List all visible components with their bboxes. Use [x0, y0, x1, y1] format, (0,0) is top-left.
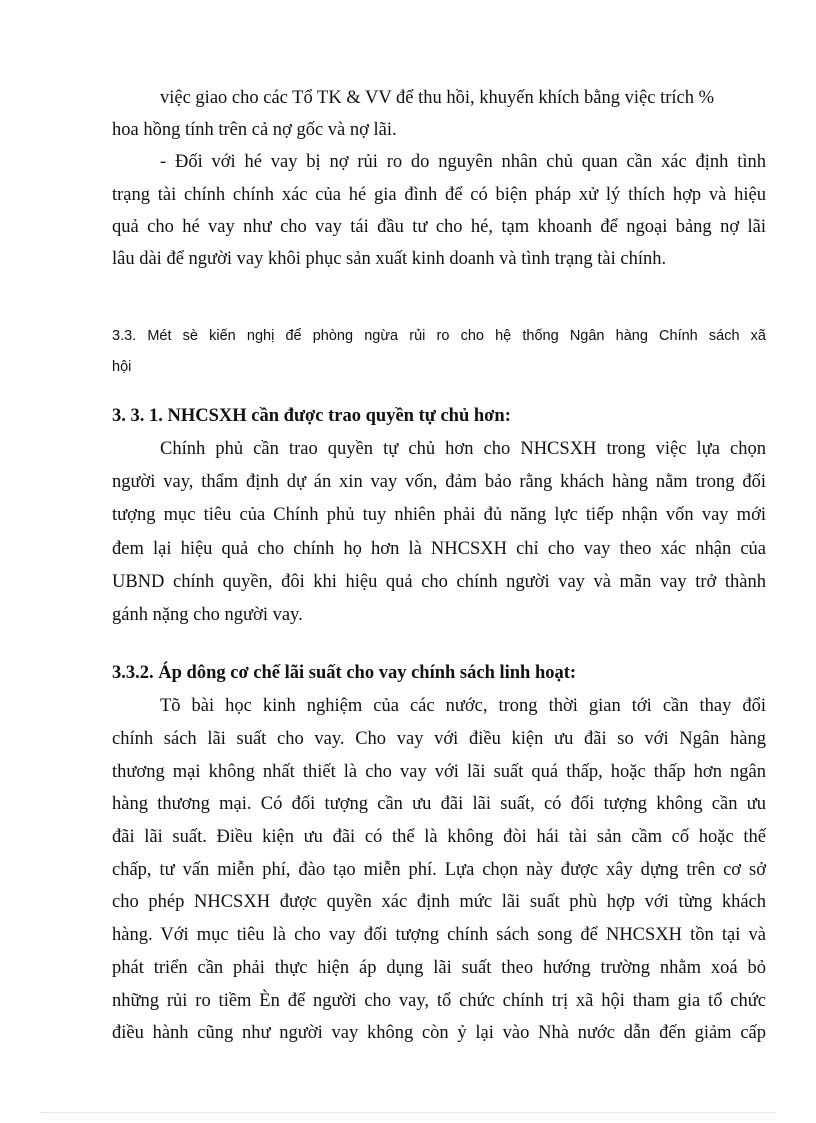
paragraph-line: đãi lãi suất. Điều kiện ưu đãi có thể là không đòi hái tài sản cầm cố hoặc thế	[112, 827, 766, 847]
section-heading: hội	[112, 359, 132, 375]
paragraph-line: Tõ bài học kinh nghiệm của các nước, trong thời gian tới cần thay đổi	[160, 696, 766, 716]
paragraph-line: tượng mục tiêu của Chính phủ tuy nhiên phải đủ năng lực tiếp nhận vốn vay mới	[112, 505, 766, 525]
paragraph-line: trạng tài chính chính xác của hé gia đình để có biện pháp xử lý thích hợp và hiệu	[112, 185, 766, 205]
paragraph-line: cho phép NHCSXH được quyền xác định mức lãi suất phù hợp với từng khách	[112, 892, 766, 912]
paragraph-line: hàng. Với mục tiêu là cho vay đối tượng chính sách song để NHCSXH tồn tại và	[112, 925, 766, 945]
subsection-heading: 3. 3. 1. NHCSXH cần được trao quyền tự chủ hơn:	[112, 406, 511, 426]
paragraph-line: những rủi ro tiềm Èn để người cho vay, tổ chức chính trị xã hội tham gia tổ chức	[112, 991, 766, 1011]
paragraph-line: đem lại hiệu quả cho chính họ hơn là NHCSXH chỉ cho vay theo xác nhận của	[112, 539, 766, 559]
paragraph-line: người vay, thẩm định dự án xin vay vốn, đảm bảo rằng khách hàng nằm trong đối	[112, 472, 766, 492]
paragraph-line: lâu dài để người vay khôi phục sản xuất kinh doanh và tình trạng tài chính.	[112, 249, 667, 269]
section-heading: 3.3. Mét sè kiến nghị để phòng ngừa rủi ro cho hệ thống Ngân hàng Chính sách xã	[112, 328, 766, 344]
paragraph-line: hoa hồng tính trên cả nợ gốc và nợ lãi.	[112, 120, 397, 140]
paragraph-line: phát triển cần phải thực hiện áp dụng lãi suất theo hướng trường nhằm xoá bỏ	[112, 958, 766, 978]
paragraph-line: chính sách lãi suất cho vay. Cho vay với điều kiện ưu đãi so với Ngân hàng	[112, 729, 766, 749]
subsection-heading: 3.3.2. Áp dông cơ chế lãi suất cho vay chính sách linh hoạt:	[112, 663, 577, 683]
paragraph-line: điều hành cũng như người vay không còn ỷ lại vào Nhà nước dẫn đến giảm cấp	[112, 1023, 766, 1043]
page-bottom-rule	[40, 1112, 776, 1113]
paragraph-line: chấp, tư vấn miễn phí, đào tạo miễn phí. Lựa chọn này được xây dựng trên cơ sở	[112, 860, 766, 880]
paragraph-line: quả cho hé vay như cho vay tái đầu tư cho hé, tạm khoanh để ngoại bảng nợ lãi	[112, 217, 766, 237]
paragraph-line: thương mại không nhất thiết là cho vay với lãi suất quá thấp, hoặc thấp hơn ngân	[112, 762, 766, 782]
paragraph-line: gánh nặng cho người vay.	[112, 605, 303, 625]
paragraph-line: việc giao cho các Tổ TK & VV để thu hồi, khuyến khích bằng việc trích %	[160, 88, 715, 108]
paragraph-line: UBND chính quyền, đôi khi hiệu quả cho chính người vay và mãn vay trở thành	[112, 572, 766, 592]
paragraph-line: hàng thương mại. Có đối tượng cần ưu đãi lãi suất, có đối tượng không cần ưu	[112, 794, 766, 814]
paragraph-line: - Đối với hé vay bị nợ rủi ro do nguyên nhân chủ quan cần xác định tình	[160, 152, 766, 172]
paragraph-line: Chính phủ cần trao quyền tự chủ hơn cho NHCSXH trong việc lựa chọn	[160, 439, 766, 459]
